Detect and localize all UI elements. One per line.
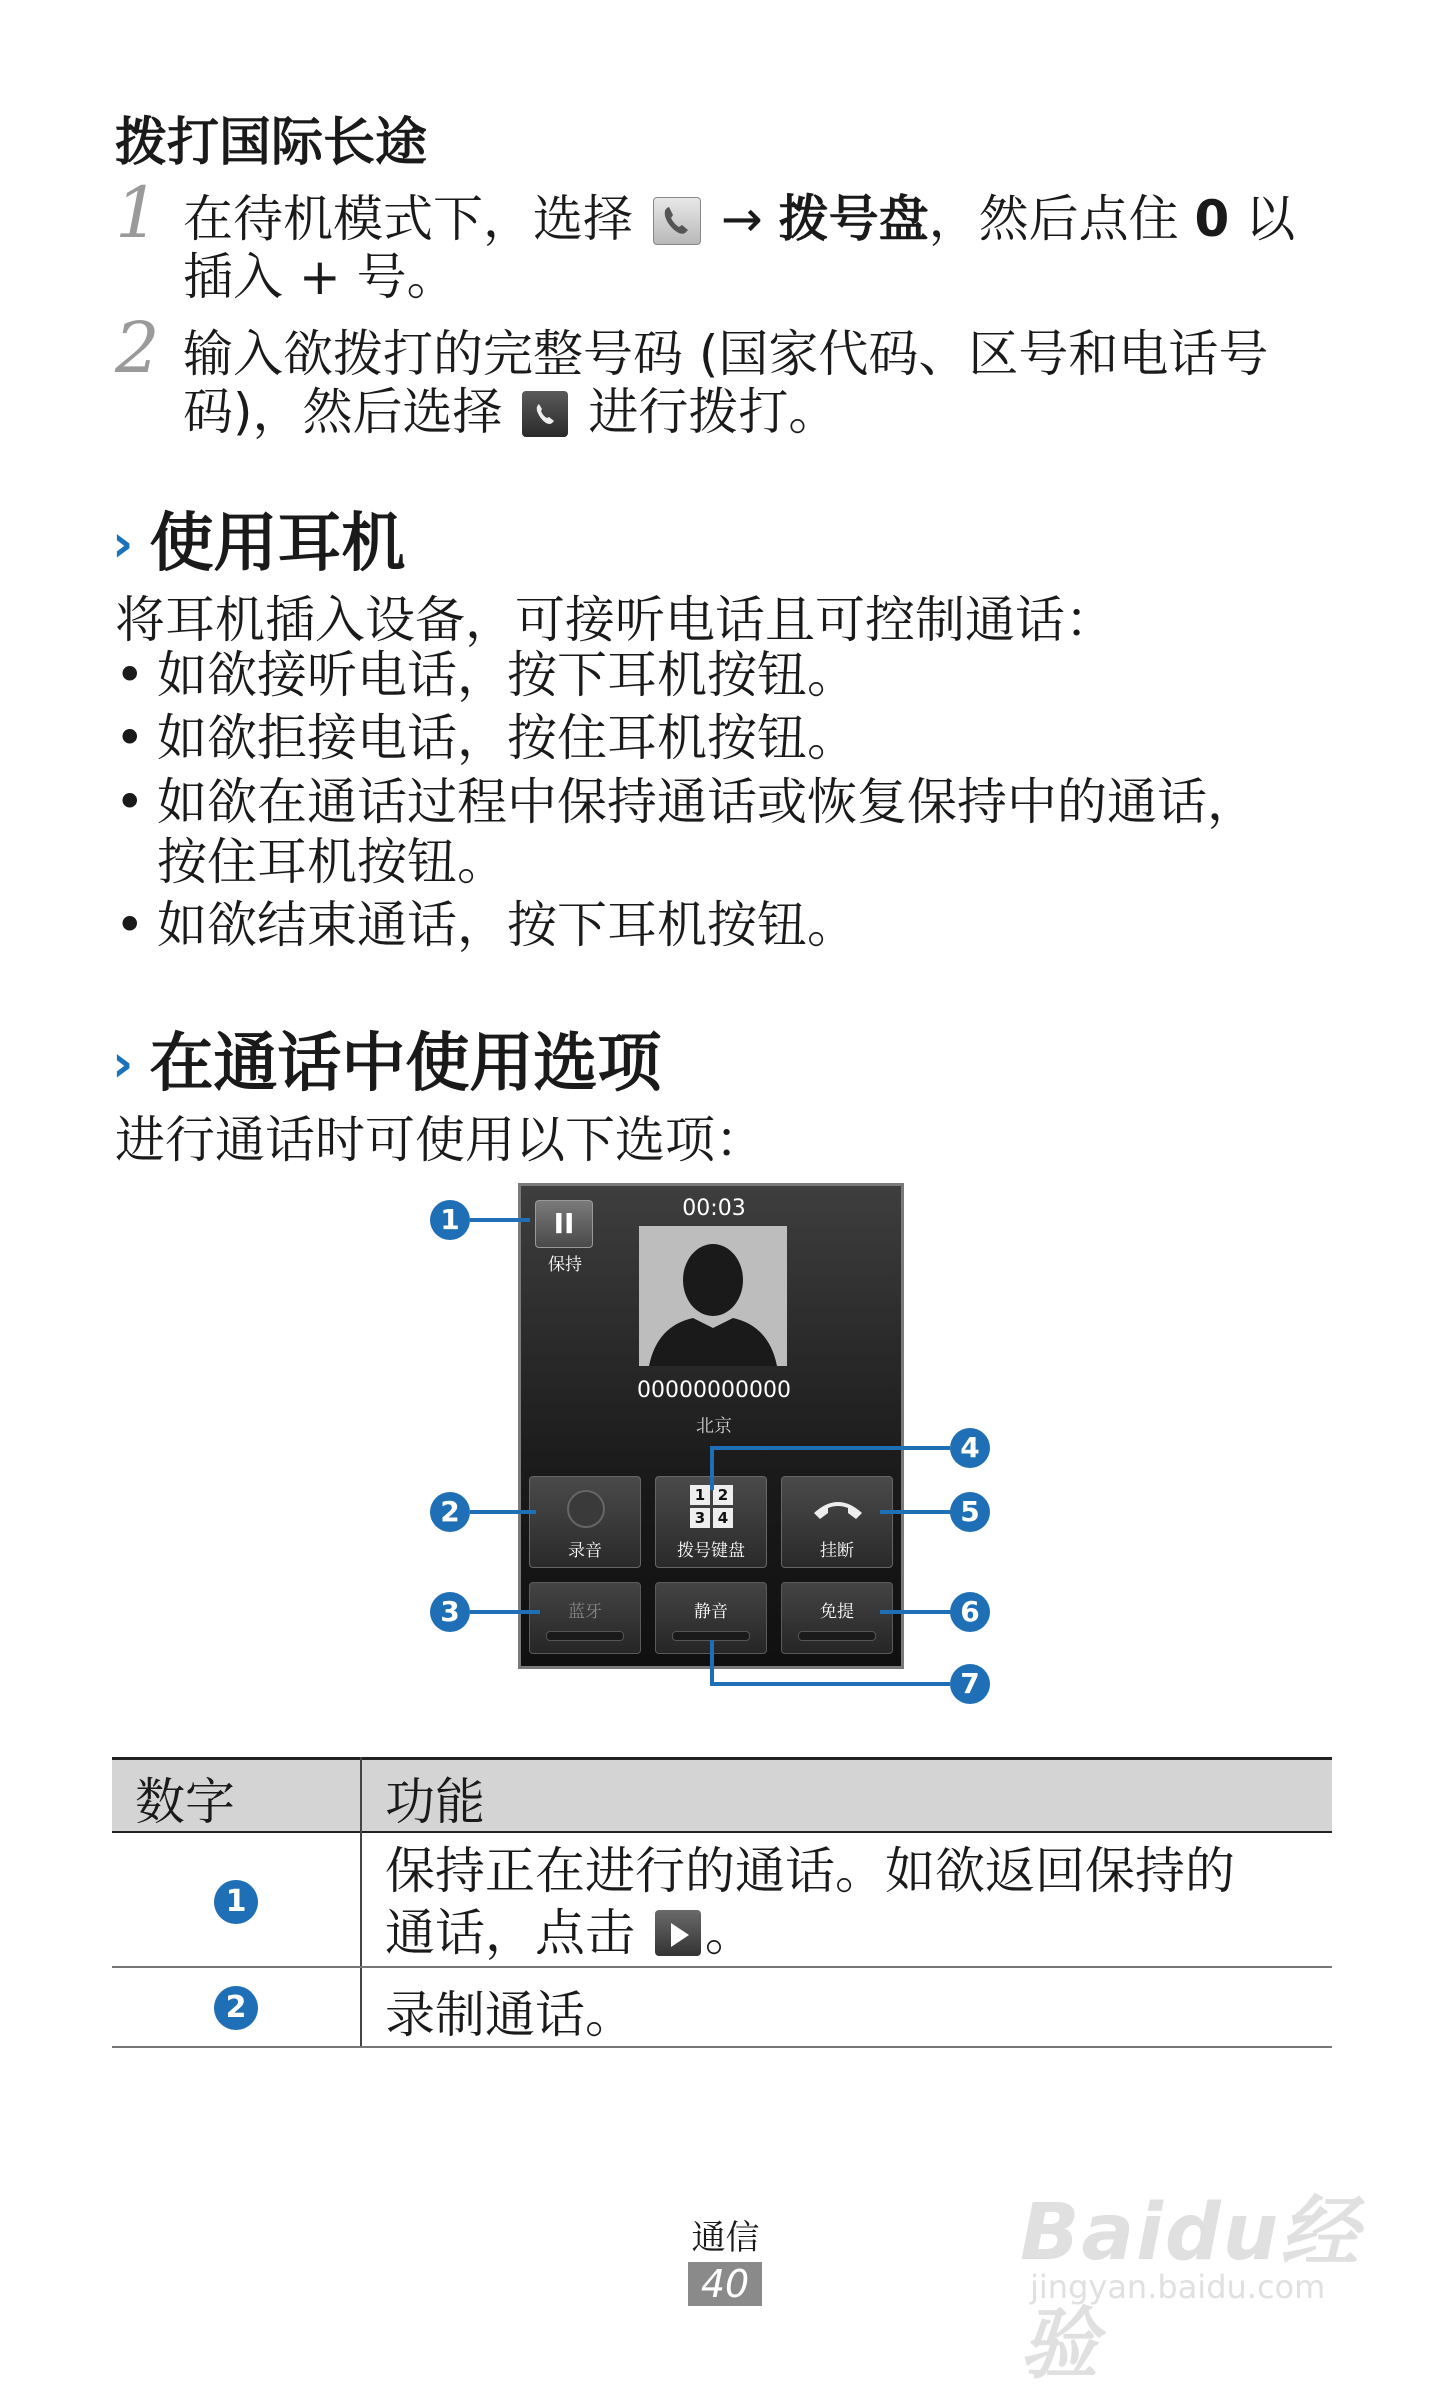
step-text: 输入欲拨打的完整号码 (国家代码、区号和电话号 码)，然后选择 进行拨打。 bbox=[183, 325, 1269, 441]
table-row-1-function: 保持正在进行的通话。如欲返回保持的 通话，点击 。 bbox=[385, 1842, 1235, 1962]
record-button[interactable]: 录音 bbox=[529, 1476, 641, 1568]
callout-5: 5 bbox=[950, 1492, 990, 1532]
table-row-2-function: 录制通话。 bbox=[385, 1986, 635, 2044]
callout-1: 1 bbox=[430, 1200, 470, 1240]
table-bottom-border bbox=[112, 2046, 1332, 2048]
table-col-function: 功能 bbox=[385, 1773, 485, 1831]
hangup-button[interactable]: 挂断 bbox=[781, 1476, 893, 1568]
incall-heading: › 在通话中使用选项 bbox=[112, 1027, 662, 1101]
table-header bbox=[112, 1757, 1332, 1833]
intl-heading: 拨打国际长途 bbox=[115, 113, 428, 173]
play-icon bbox=[655, 1910, 701, 1956]
step-number: 2 bbox=[115, 307, 160, 389]
keypad-icon: 1 2 3 4 bbox=[690, 1485, 734, 1529]
incall-intro: 进行通话时可使用以下选项： bbox=[115, 1111, 765, 1169]
table-divider bbox=[360, 1757, 362, 2047]
headset-heading: › 使用耳机 bbox=[112, 507, 406, 581]
callout-2: 2 bbox=[430, 1492, 470, 1532]
record-icon bbox=[564, 1487, 608, 1531]
callout-3: 3 bbox=[430, 1592, 470, 1632]
pause-icon: II bbox=[553, 1207, 575, 1240]
step-1 bbox=[115, 172, 1345, 306]
call-timer: 00:03 bbox=[682, 1196, 746, 1221]
list-item: • 如欲结束通话，按下耳机按钮。 bbox=[115, 896, 857, 954]
table-row-2-number: 2 bbox=[214, 1986, 258, 2030]
speaker-button[interactable]: 免提 bbox=[781, 1582, 893, 1654]
mute-button[interactable]: 静音 bbox=[655, 1582, 767, 1654]
bluetooth-button[interactable]: 蓝牙 bbox=[529, 1582, 641, 1654]
callout-6: 6 bbox=[950, 1592, 990, 1632]
chevron-right-icon: › bbox=[112, 514, 134, 574]
hold-button[interactable] bbox=[535, 1200, 593, 1248]
table-row-separator bbox=[112, 1966, 1332, 1968]
hold-label: 保持 bbox=[548, 1255, 582, 1275]
callout-7: 7 bbox=[950, 1664, 990, 1704]
contact-avatar bbox=[639, 1226, 787, 1366]
step-text: 在待机模式下，选择 → 拨号盘，然后点住 0 以 插入 + 号。 bbox=[183, 190, 1296, 306]
phone-screenshot bbox=[518, 1183, 904, 1669]
call-icon bbox=[522, 391, 568, 437]
caller-number: 00000000000 bbox=[637, 1378, 791, 1403]
table-row-1-number: 1 bbox=[214, 1880, 258, 1924]
step-2 bbox=[115, 307, 1345, 441]
callout-4: 4 bbox=[950, 1428, 990, 1468]
chevron-right-icon: › bbox=[112, 1034, 134, 1094]
keypad-button[interactable]: 1 2 3 4 拨号键盘 bbox=[655, 1476, 767, 1568]
list-item: • 如欲拒接电话，按住耳机按钮。 bbox=[115, 709, 857, 767]
caller-location: 北京 bbox=[696, 1416, 732, 1437]
hangup-icon bbox=[810, 1493, 866, 1523]
watermark: Baidu经验 jingyan.baidu.com bbox=[1020, 2188, 1361, 2390]
phone-icon bbox=[653, 197, 701, 245]
table-col-number: 数字 bbox=[135, 1773, 235, 1831]
list-item: • 如欲在通话过程中保持通话或恢复保持中的通话， 按住耳机按钮。 bbox=[115, 773, 1257, 891]
headset-intro: 将耳机插入设备，可接听电话且可控制通话： bbox=[115, 591, 1115, 649]
page-number: 40 bbox=[688, 2262, 762, 2306]
footer-section: 通信 bbox=[691, 2218, 760, 2258]
step-number: 1 bbox=[115, 172, 160, 254]
list-item: • 如欲接听电话，按下耳机按钮。 bbox=[115, 646, 857, 704]
